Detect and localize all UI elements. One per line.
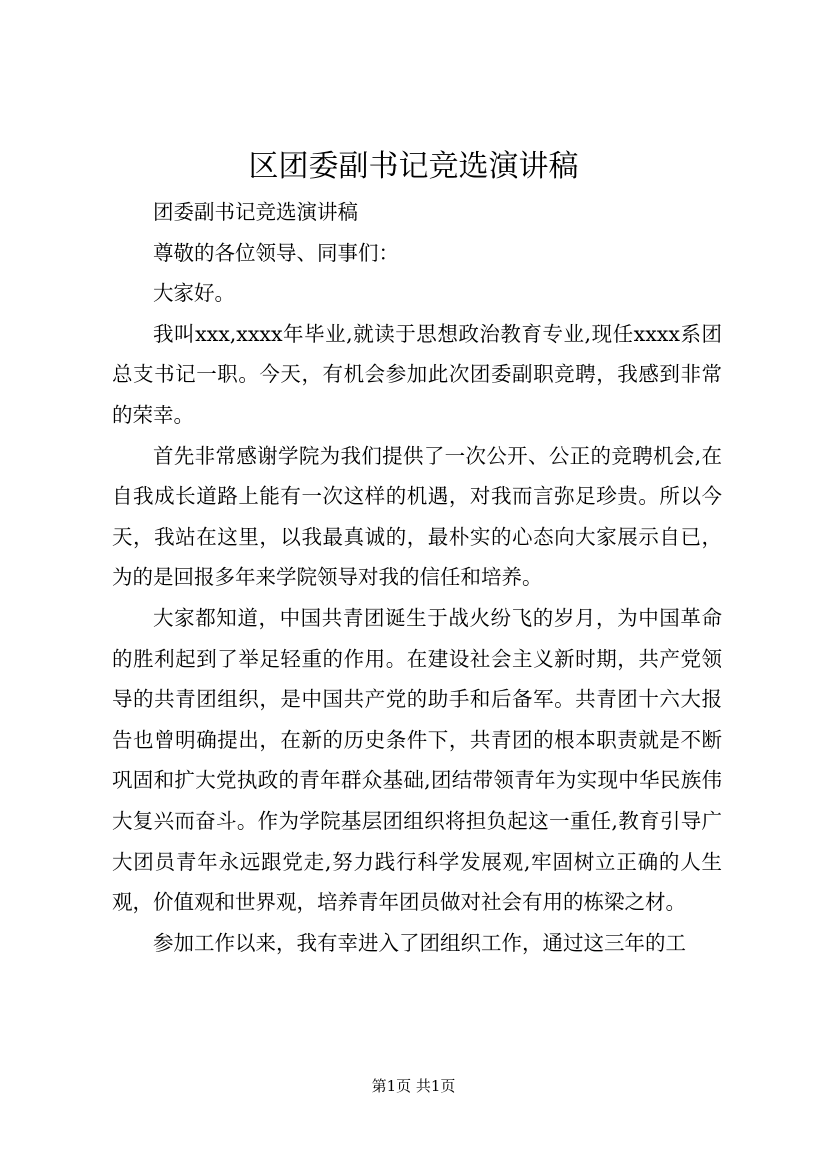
paragraph-gratitude: 首先非常感谢学院为我们提供了一次公开、公正的竞聘机会,在自我成长道路上能有一次这样的机遇，对我而言弥足珍贵。所以今天，我站在这里，以我最真诚的，最朴实的心态向大家展示自已，为的是回报多年来学院领导对我的信任和培养。	[112, 443, 722, 590]
paragraph-work-experience: 参加工作以来，我有幸进入了团组织工作，通过这三年的工	[153, 930, 686, 955]
paragraph-youth-league: 大家都知道，中国共青团诞生于战火纷飞的岁月，为中国革命的胜利起到了举足轻重的作用。在建设社会主义新时期，共产党领导的共青团组织，是中国共产党的助手和后备军。共青团十六大报告也曾明确提出，在新的历史条件下，共青团的根本职责就是不断巩固和扩大党执政的青年群众基础,团结带领青年为实现中华民族伟大复兴而奋斗。作为学院基层团组织将担负起这一重任,教育引导广大团员青年永远跟党走,努力践行科学发展观,牢固树立正确的人生观，价值观和世界观，培养青年团员做对社会有用的栋梁之材。	[112, 605, 722, 915]
paragraph-greeting: 大家好。	[153, 281, 235, 306]
paragraph-subtitle: 团委副书记竞选演讲稿	[153, 200, 358, 224]
document-title: 区团委副书记竞选演讲稿	[248, 149, 579, 184]
paragraph-introduction: 我叫xxx,xxxx年毕业,就读于思想政治教育专业,现任xxxx系团总支书记一职。今天，有机会参加此次团委副职竞聘，我感到非常的荣幸。	[112, 321, 722, 427]
document-body	[112, 192, 722, 963]
paragraph-salutation: 尊敬的各位领导、同事们：	[153, 240, 399, 265]
page-footer: 第1页 共1页	[371, 1077, 456, 1095]
